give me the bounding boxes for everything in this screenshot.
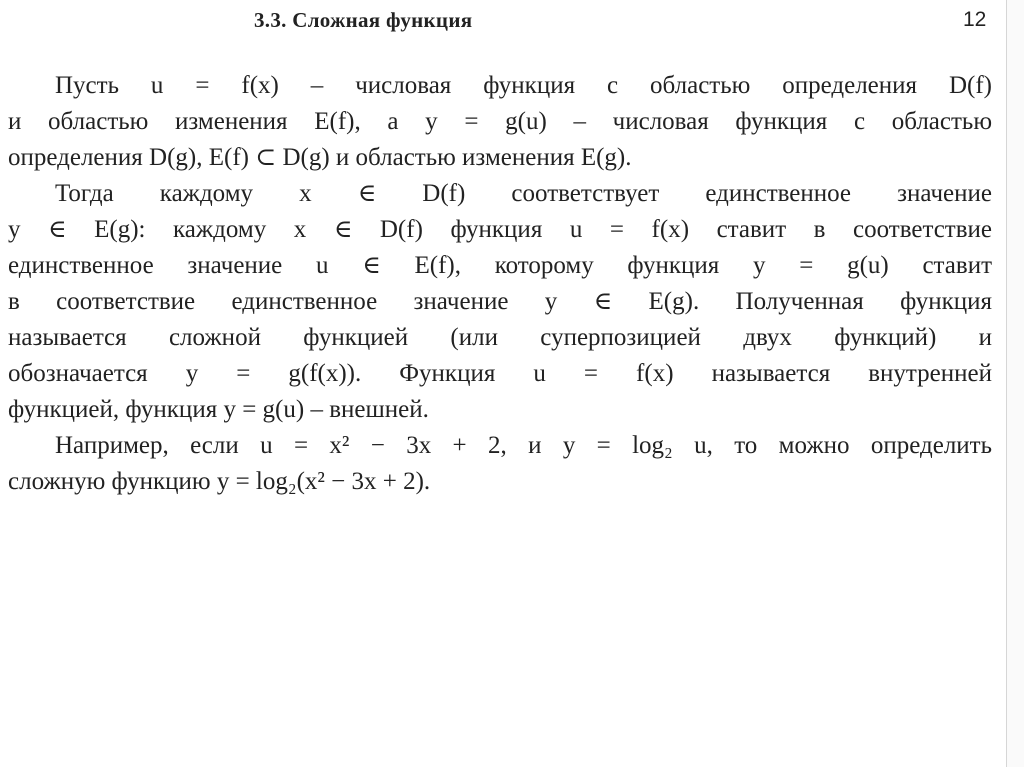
text-line: Тогда каждому x ∈ D(f) соответствует единственное значение (55, 180, 992, 207)
slide-title: 3.3. Сложная функция (254, 8, 473, 32)
text-line: называется сложной функцией (или суперпозицией двух функций) и (8, 324, 992, 351)
text-line: обозначается y = g(f(x)). Функция u = f(x) называется внутренней (8, 360, 992, 387)
text-line: единственное значение u ∈ E(f), которому функция y = g(u) ставит (8, 252, 992, 279)
text-line: Пусть u = f(x) – числовая функция с областью определения D(f) (55, 72, 992, 99)
text-line: y ∈ E(g): каждому x ∈ D(f) функция u = f(x) ставит в соответствие (8, 216, 992, 243)
text-line: функцией, функция y = g(u) – внешней. (8, 396, 429, 423)
slide-number: 12 (963, 8, 987, 31)
text-line: и областью изменения E(f), а y = g(u) – числовая функция с областью (8, 108, 992, 135)
text-line: Например, если u = x² − 3x + 2, и y = log₂ u, то можно определить (55, 432, 992, 459)
slide-body (8, 68, 992, 500)
text-line: сложную функцию y = log₂(x² − 3x + 2). (8, 468, 431, 495)
text-line: в соответствие единственное значение y ∈ E(g). Полученная функция (8, 288, 992, 315)
text-line: определения D(g), E(f) ⊂ D(g) и областью изменения E(g). (8, 144, 632, 171)
page-edge-strip (1007, 0, 1024, 767)
